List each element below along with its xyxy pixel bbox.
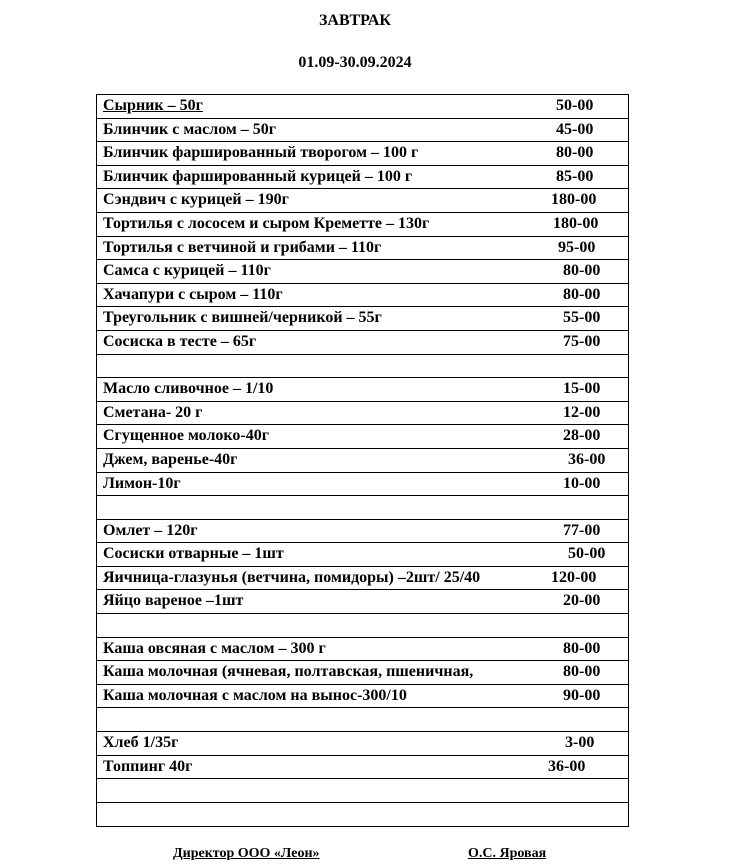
item-name: Тортилья с ветчиной и грибами – 110г	[103, 238, 382, 256]
menu-row	[97, 520, 628, 544]
menu-row	[97, 449, 628, 473]
menu-row-empty	[97, 355, 628, 379]
menu-row	[97, 638, 628, 662]
menu-row	[97, 119, 628, 143]
item-name: Сосиска в тесте – 65г	[103, 332, 257, 350]
menu-row	[97, 661, 628, 685]
item-price: 80-00	[563, 639, 601, 657]
item-price: 80-00	[563, 663, 601, 681]
item-name: Масло сливочное – 1/10	[103, 380, 274, 398]
item-name: Блинчик фаршированный курицей – 100 г	[103, 167, 413, 185]
menu-row-empty	[97, 803, 628, 827]
item-name: Самса с курицей – 110г	[103, 262, 271, 280]
item-price: 45-00	[556, 120, 594, 138]
menu-row	[97, 402, 628, 426]
item-price: 80-00	[563, 285, 601, 303]
menu-row	[97, 685, 628, 709]
item-name: Сосиски отварные – 1шт	[103, 545, 284, 563]
item-price: 80-00	[556, 144, 594, 162]
menu-row	[97, 284, 628, 308]
item-name: Омлет – 120г	[103, 521, 198, 539]
item-price: 77-00	[563, 521, 601, 539]
item-price: 10-00	[563, 474, 601, 492]
menu-row	[97, 189, 628, 213]
item-price: 50-00	[568, 545, 606, 563]
item-name: Яйцо вареное –1шт	[103, 592, 244, 610]
item-name: Каша овсяная с маслом – 300 г	[103, 639, 326, 657]
menu-row	[97, 260, 628, 284]
item-name: Сгущенное молоко-40г	[103, 427, 270, 445]
item-price: 36-00	[548, 757, 586, 775]
item-price: 180-00	[551, 191, 597, 209]
item-name: Блинчик фаршированный творогом – 100 г	[103, 144, 419, 162]
menu-row-empty	[97, 496, 628, 520]
item-name: Каша молочная с маслом на вынос-300/10	[103, 686, 407, 704]
item-name: Топпинг 40г	[103, 757, 193, 775]
item-price: 75-00	[563, 332, 601, 350]
item-name: Сэндвич с курицей – 190г	[103, 191, 289, 209]
item-price: 20-00	[563, 592, 601, 610]
item-name: Лимон-10г	[103, 474, 181, 492]
menu-row	[97, 732, 628, 756]
item-name: Джем, варенье-40г	[103, 450, 238, 468]
item-price: 55-00	[563, 309, 601, 327]
menu-row	[97, 237, 628, 261]
menu-row	[97, 95, 628, 119]
item-price: 95-00	[558, 238, 596, 256]
menu-row	[97, 213, 628, 237]
item-name: Яичница-глазунья (ветчина, помидоры) –2шт/ 25/40	[103, 568, 481, 586]
item-name: Хлеб 1/35г	[103, 734, 179, 752]
menu-row-empty	[97, 779, 628, 803]
menu-row	[97, 590, 628, 614]
menu-row	[97, 473, 628, 497]
item-price: 180-00	[553, 214, 599, 232]
item-name: Тортилья с лососем и сыром Креметте – 130г	[103, 214, 430, 232]
menu-period: 01.09-30.09.2024	[298, 54, 412, 71]
menu-title: ЗАВТРАК	[318, 12, 391, 29]
menu-row	[97, 142, 628, 166]
menu-row	[97, 307, 628, 331]
menu-row	[97, 331, 628, 355]
director-title: Директор ООО «Леон»	[173, 846, 320, 861]
menu-row	[97, 756, 628, 780]
director-name: О.С. Яровая	[468, 846, 547, 861]
item-price: 85-00	[556, 167, 594, 185]
item-price: 80-00	[563, 262, 601, 280]
item-name: Треугольник с вишней/черникой – 55г	[103, 309, 382, 327]
menu-row	[97, 425, 628, 449]
item-price: 50-00	[556, 97, 594, 114]
item-price: 15-00	[563, 380, 601, 398]
item-name: Блинчик с маслом – 50г	[103, 120, 277, 138]
item-price: 90-00	[563, 686, 601, 704]
menu-table	[96, 94, 629, 827]
item-price: 120-00	[551, 568, 597, 586]
item-name: Хачапури с сыром – 110г	[103, 285, 283, 303]
item-name: Каша молочная (ячневая, полтавская, пшеничная,	[103, 663, 474, 681]
item-price: 28-00	[563, 427, 601, 445]
item-price: 36-00	[568, 450, 606, 468]
menu-row	[97, 166, 628, 190]
menu-row-empty	[97, 708, 628, 732]
menu-row	[97, 543, 628, 567]
item-name: Сырник – 50г	[103, 97, 203, 114]
menu-row	[97, 378, 628, 402]
item-price: 12-00	[563, 403, 601, 421]
menu-row-empty	[97, 614, 628, 638]
item-price: 3-00	[565, 734, 595, 752]
item-name: Сметана- 20 г	[103, 403, 203, 421]
menu-row	[97, 567, 628, 591]
